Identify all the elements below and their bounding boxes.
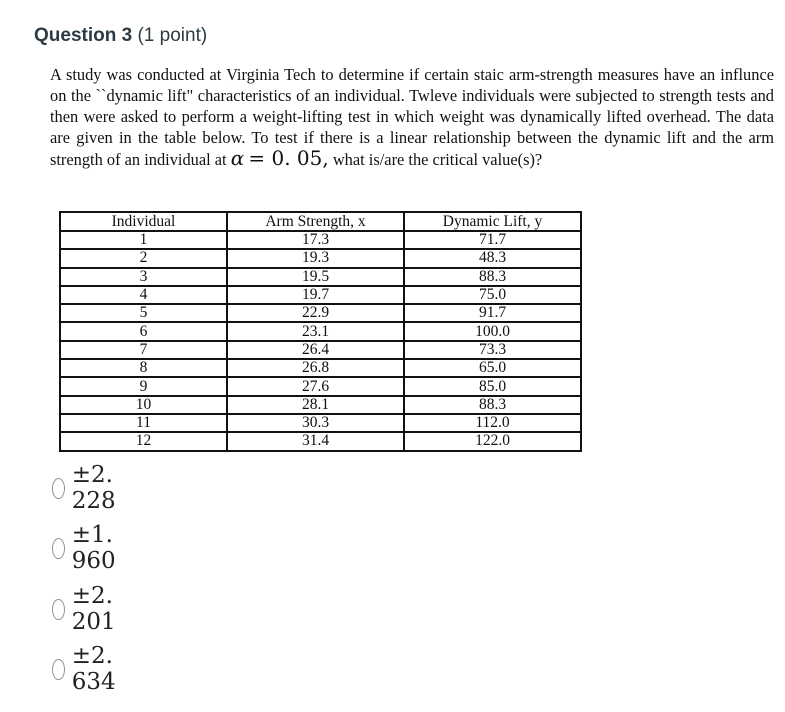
table-cell: 65.0 — [404, 359, 581, 377]
table-cell: 73.3 — [404, 341, 581, 359]
table-cell: 9 — [60, 377, 227, 395]
table-cell: 23.1 — [227, 322, 404, 340]
table-row — [60, 286, 581, 304]
table-cell: 19.7 — [227, 286, 404, 304]
table-cell: 19.3 — [227, 249, 404, 267]
answer-option-label[interactable]: ±2. 201 — [71, 583, 116, 635]
table-cell: 3 — [60, 268, 227, 286]
table-cell: 112.0 — [404, 414, 581, 432]
answer-option-label[interactable]: ±1. 960 — [71, 522, 116, 574]
answer-option-1[interactable] — [52, 462, 124, 514]
question-header — [34, 25, 207, 47]
table-cell: 91.7 — [404, 304, 581, 322]
table-row — [60, 359, 581, 377]
table-cell: 27.6 — [227, 377, 404, 395]
table-cell: 17.3 — [227, 231, 404, 249]
table-cell: 26.4 — [227, 341, 404, 359]
question-number: Question 3 — [34, 25, 133, 46]
table-cell: 12 — [60, 432, 227, 450]
question-text — [50, 64, 774, 170]
answer-option-label[interactable]: ±2. 634 — [71, 643, 116, 695]
column-header-dynamic-lift: Dynamic Lift, y — [404, 212, 581, 231]
answer-option-label[interactable]: ±2. 228 — [71, 462, 116, 514]
radio-button[interactable] — [52, 478, 65, 499]
table-cell: 4 — [60, 286, 227, 304]
table-row — [60, 249, 581, 267]
table-cell: 22.9 — [227, 304, 404, 322]
table-row — [60, 396, 581, 414]
table-cell: 100.0 — [404, 322, 581, 340]
table-cell: 5 — [60, 304, 227, 322]
question-text-body: A study was conducted at Virginia Tech to determine if certain staic arm-strength measures have an influnce on the ``dynamic lift" characteristics of an individual. Twleve individuals were subjected to strength tests and then were asked to perform a weight-lifting test in which weight was dynamically lifted overhead. The data are given in the table below. To test if there is a linear relationship between the dynamic lift and the arm strength of an individual at — [50, 65, 774, 169]
radio-button[interactable] — [52, 599, 65, 620]
answer-option-3[interactable] — [52, 583, 124, 635]
column-header-arm-strength: Arm Strength, x — [227, 212, 404, 231]
answer-option-4[interactable] — [52, 643, 124, 695]
table-row — [60, 231, 581, 249]
radio-button[interactable] — [52, 659, 65, 680]
table-cell: 26.8 — [227, 359, 404, 377]
table-cell: 30.3 — [227, 414, 404, 432]
table-row — [60, 341, 581, 359]
table-header-row — [60, 212, 581, 231]
table-cell: 88.3 — [404, 268, 581, 286]
table-row — [60, 304, 581, 322]
question-text-end: what is/are the critical value(s)? — [332, 150, 543, 169]
table-cell: 85.0 — [404, 377, 581, 395]
table-cell: 6 — [60, 322, 227, 340]
table-row — [60, 432, 581, 450]
table-cell: 11 — [60, 414, 227, 432]
table-cell: 28.1 — [227, 396, 404, 414]
table-cell: 2 — [60, 249, 227, 267]
table-row — [60, 268, 581, 286]
alpha-value: = 0. 05, — [248, 146, 329, 170]
alpha-symbol: α — [230, 146, 245, 170]
answer-option-2[interactable] — [52, 522, 124, 574]
table-row — [60, 322, 581, 340]
question-points: (1 point) — [137, 25, 208, 46]
table-cell: 10 — [60, 396, 227, 414]
table-cell: 19.5 — [227, 268, 404, 286]
table-cell: 1 — [60, 231, 227, 249]
column-header-individual: Individual — [60, 212, 227, 231]
table-cell: 48.3 — [404, 249, 581, 267]
table-cell: 88.3 — [404, 396, 581, 414]
radio-button[interactable] — [52, 538, 65, 559]
table-cell: 122.0 — [404, 432, 581, 450]
table-cell: 71.7 — [404, 231, 581, 249]
data-table — [59, 211, 582, 452]
table-cell: 7 — [60, 341, 227, 359]
table-cell: 31.4 — [227, 432, 404, 450]
table-row — [60, 377, 581, 395]
table-cell: 8 — [60, 359, 227, 377]
table-cell: 75.0 — [404, 286, 581, 304]
table-row — [60, 414, 581, 432]
